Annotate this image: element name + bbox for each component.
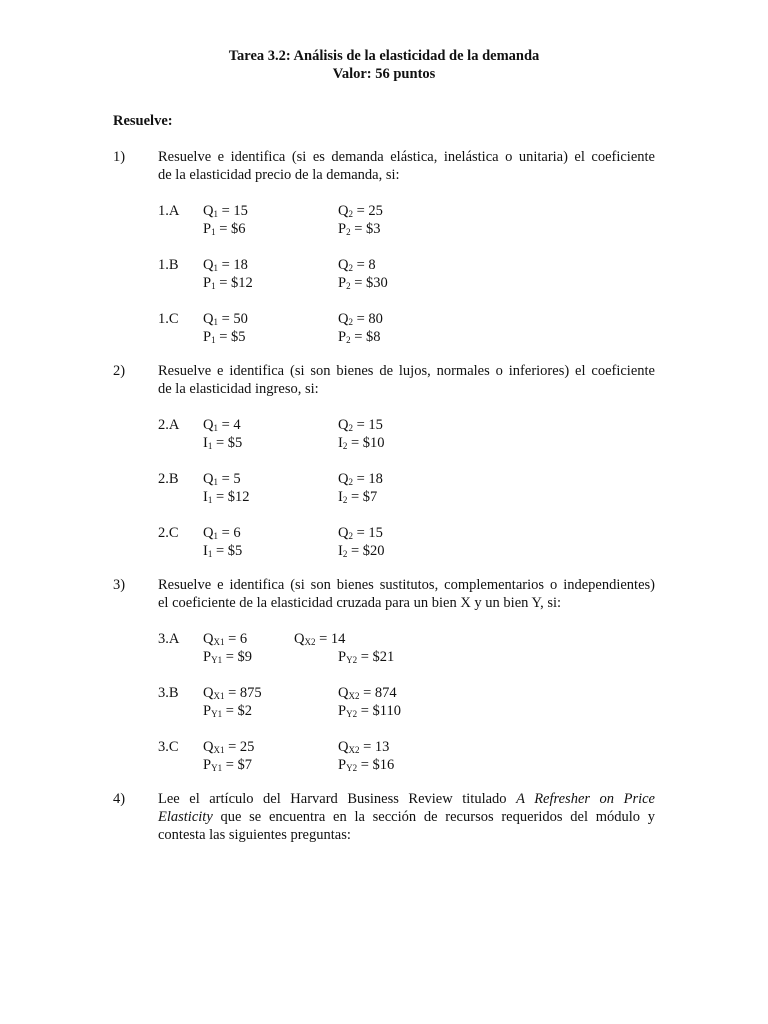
section-title: Resuelve: [113, 113, 173, 129]
q2-value: $Q_2 = 18$ [338, 471, 383, 487]
q2-value: $Q_2 = 25$ [338, 203, 383, 219]
document-header [0, 47, 768, 83]
q1-value: $Q_1 = 5$ [203, 471, 241, 487]
item-1c [158, 310, 558, 346]
question-1-line-1: Resuelve e identifica (si es demanda elástica, inelástica o unitaria) el coeficiente [158, 149, 655, 165]
p1-value: $P_1$ = $12 [203, 275, 253, 291]
assignment-value: Valor: 56 puntos [332, 66, 436, 82]
item-label: 2.A [158, 417, 180, 433]
p2-value: $P_2$ = $30 [338, 275, 388, 291]
item-3b [158, 684, 558, 720]
qx1-value: $Q_{X1} = 6$ [203, 631, 248, 647]
qx2-value: $Q_{X2} = 874$ [338, 685, 397, 701]
question-3-line-2: el coeficiente de la elasticidad cruzada para un bien X y un bien Y, si: [158, 595, 562, 611]
py1-value: $P_{Y1}$ = $2 [203, 703, 253, 719]
i2-value: $I_2$ = $7 [338, 489, 378, 505]
py1-value: $P_{Y1}$ = $7 [203, 757, 253, 773]
question-2-line-2: de la elasticidad ingreso, si: [158, 381, 319, 397]
article-title-part-1: A Refresher on Price [516, 791, 655, 807]
item-label: 3.C [158, 739, 179, 755]
question-4-line-1: Lee el artículo del Harvard Business Review titulado A Refresher on Price [158, 791, 655, 807]
question-2-text [158, 362, 655, 398]
question-1-text [158, 148, 655, 184]
q1-value: $Q_1 = 15$ [203, 203, 248, 219]
qx1-value: $Q_{X1} = 25$ [203, 739, 255, 755]
question-4-line-2: Elasticity que se encuentra en la sección de recursos requeridos del módulo y [158, 809, 656, 825]
i2-value: $I_2$ = $10 [338, 435, 385, 451]
q2-value: $Q_2 = 15$ [338, 417, 383, 433]
py2-value: $P_{Y2}$ = $16 [338, 757, 395, 773]
p1-value: $P_1$ = $5 [203, 329, 246, 345]
assignment-title: Tarea 3.2: Análisis de la elasticidad de la demanda [228, 48, 540, 64]
i1-value: $I_1$ = $5 [203, 543, 243, 559]
question-2-number: 2) [113, 363, 126, 379]
qx1-value: $Q_{X1} = 875$ [203, 685, 262, 701]
item-label: 1.B [158, 257, 179, 273]
item-label: 2.B [158, 471, 179, 487]
p1-value: $P_1$ = $6 [203, 221, 246, 237]
i2-value: $I_2$ = $20 [338, 543, 385, 559]
question-3-text [158, 576, 655, 612]
item-label: 3.B [158, 685, 179, 701]
item-2c [158, 524, 558, 560]
question-1-line-2: de la elasticidad precio de la demanda, si: [158, 167, 400, 183]
py2-value: $P_{Y2}$ = $21 [338, 649, 395, 665]
q2-value: $Q_2 = 80$ [338, 311, 383, 327]
i1-value: $I_1$ = $5 [203, 435, 243, 451]
question-2-line-1: Resuelve e identifica (si son bienes de lujos, normales o inferiores) el coeficiente [158, 363, 655, 379]
question-4-text [158, 790, 655, 844]
article-title-part-2: Elasticity [158, 809, 213, 825]
question-4-line-3: contesta las siguientes preguntas: [158, 827, 351, 843]
item-3a [158, 630, 558, 666]
question-3-number: 3) [113, 577, 126, 593]
item-1b [158, 256, 558, 292]
qx2-value: $Q_{X2} = 13$ [338, 739, 390, 755]
q2-value: $Q_2 = 15$ [338, 525, 383, 541]
q1-value: $Q_1 = 50$ [203, 311, 248, 327]
q1-value: $Q_1 = 18$ [203, 257, 248, 273]
question-3-line-1: Resuelve e identifica (si son bienes sustitutos, complementarios o independientes) [158, 577, 655, 593]
item-label: 1.C [158, 311, 179, 327]
question-4-number: 4) [113, 791, 126, 807]
qx2-value: $Q_{X2} = 14$ [294, 631, 346, 647]
item-label: 3.A [158, 631, 180, 647]
py1-value: $P_{Y1}$ = $9 [203, 649, 253, 665]
q1-value: $Q_1 = 4$ [203, 417, 241, 433]
item-2b [158, 470, 558, 506]
item-label: 1.A [158, 203, 180, 219]
item-3c [158, 738, 558, 774]
i1-value: $I_1$ = $12 [203, 489, 250, 505]
item-2a [158, 416, 558, 452]
item-1a [158, 202, 558, 238]
py2-value: $P_{Y2}$ = $110 [338, 703, 401, 719]
p2-value: $P_2$ = $8 [338, 329, 381, 345]
p2-value: $P_2$ = $3 [338, 221, 381, 237]
q2-value: $Q_2 = 8$ [338, 257, 376, 273]
q1-value: $Q_1 = 6$ [203, 525, 241, 541]
question-1-number: 1) [113, 149, 126, 165]
item-label: 2.C [158, 525, 179, 541]
